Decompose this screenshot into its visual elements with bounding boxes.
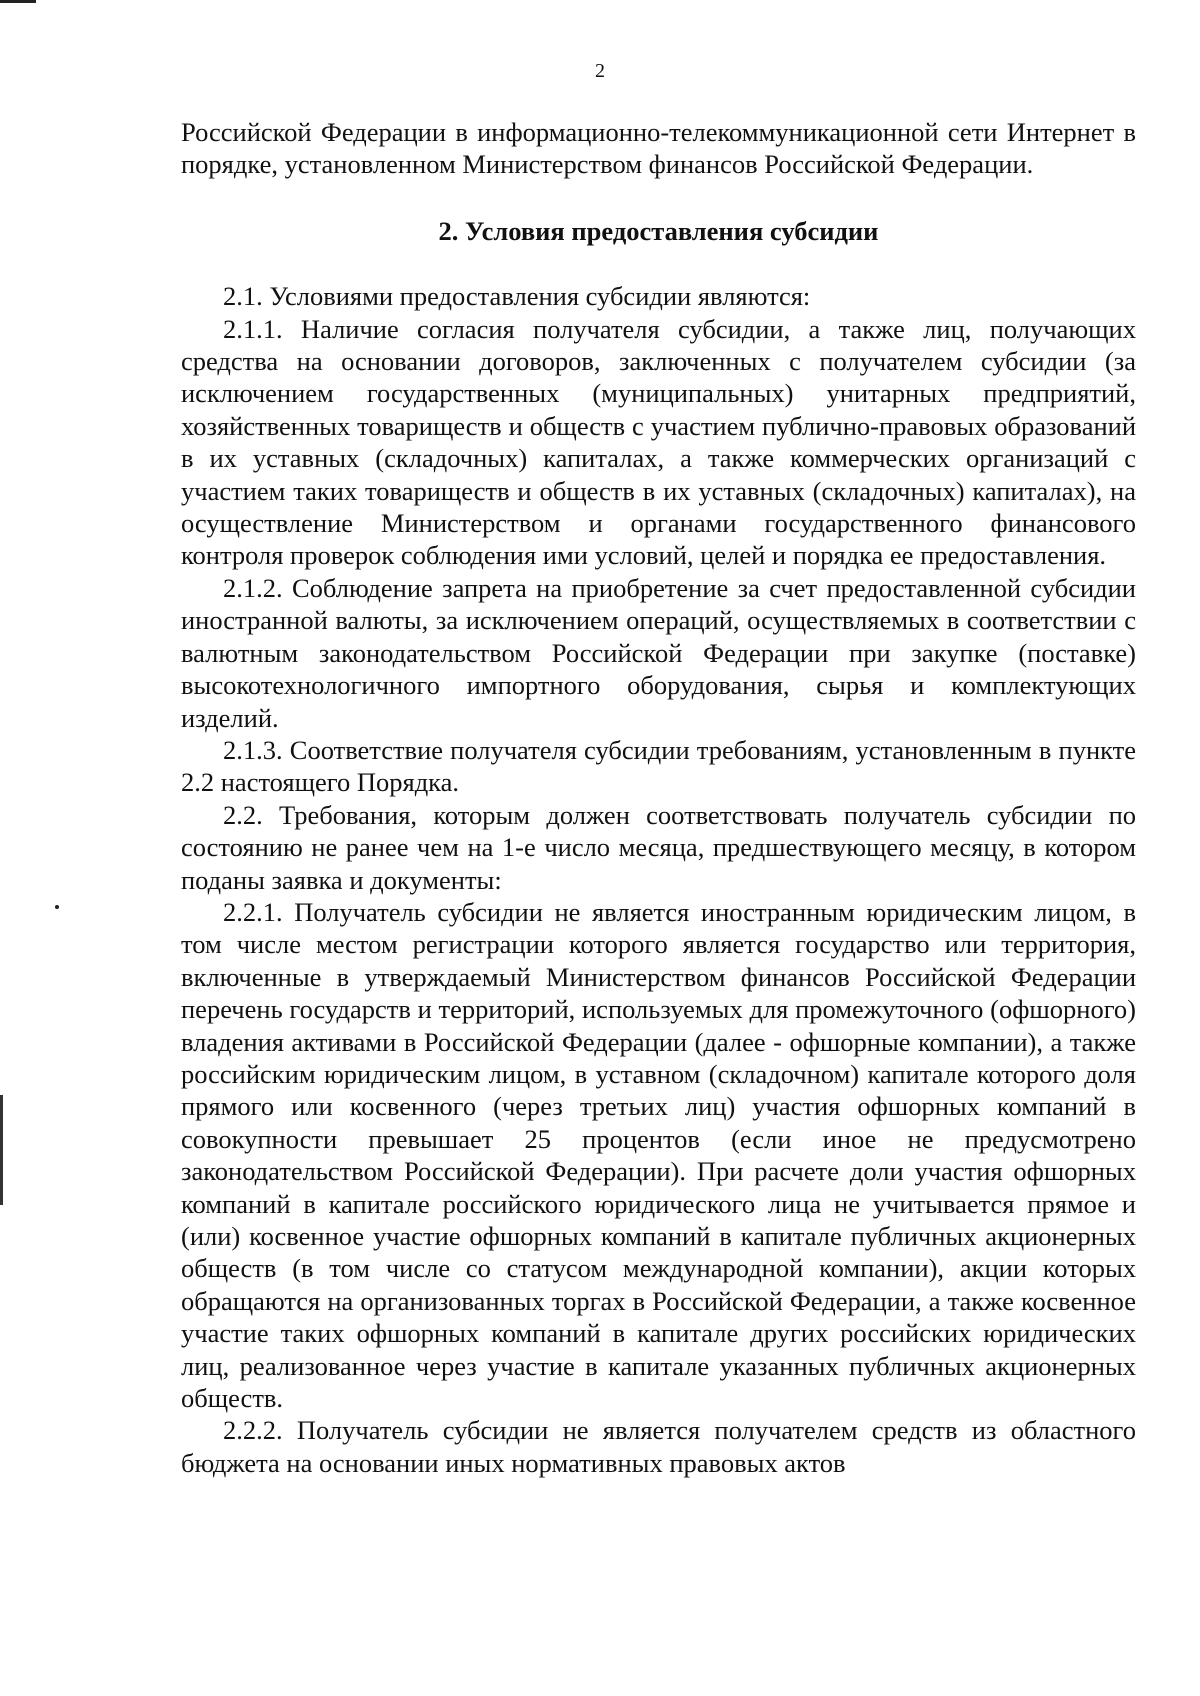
scan-edge-mark	[0, 0, 36, 3]
paragraph-2-1-1: 2.1.1. Наличие согласия получателя субсидии, а также лиц, получающих средства на основании договоров, заключенных с получателем субсидии (за исключением государственных (муниципальных) унитарных предприятий, хозяйственных товариществ и обществ с участием публично-правовых образований в их уставных (складочных) капиталах, а также коммерческих организаций с участием таких товариществ и обществ в их уставных (складочных) капиталах), на осуществление Министерством и органами государственного финансового контроля проверок соблюдения ими условий, целей и порядка ее предоставления.	[181, 313, 1136, 571]
paragraph-2-2-2: 2.2.2. Получатель субсидии не является получателем средств из областного бюджета на основании иных нормативных правовых актов	[181, 1415, 1136, 1478]
section-heading: 2. Условия предоставления субсидии	[438, 215, 879, 246]
paragraph-2-2: 2.2. Требования, которым должен соответствовать получатель субсидии по состоянию не ранее чем на 1-е число месяца, предшествующего месяцу, в котором поданы заявка и документы:	[181, 799, 1136, 895]
intro-paragraph: Российской Федерации в информационно-телекоммуникационной сети Интернет в порядке, установленном Министерством финансов Российской Федерации.	[181, 117, 1136, 180]
document-body	[181, 116, 1136, 1479]
page-number: 2	[595, 60, 605, 82]
paragraph-2-1-3: 2.1.3. Соответствие получателя субсидии требованиям, установленным в пункте 2.2 настоящего Порядка.	[181, 734, 1136, 798]
paragraph-2-2-1: 2.2.1. Получатель субсидии не является иностранным юридическим лицом, в том числе местом регистрации которого является государство или территория, включенные в утверждаемый Министерством финансов Российской Федерации перечень государств и территорий, используемых для промежуточного (офшорного) владения активами в Российской Федерации (далее - офшорные компании), а также российским юридическим лицом, в уставном (складочном) капитале которого доля прямого или косвенного (через третьих лиц) участия офшорных компаний в совокупности превышает 25 процентов (если иное не предусмотрено законодательством Российской Федерации). При расчете доли участия офшорных компаний в капитале российского юридического лица не учитывается прямое и (или) косвенное участие офшорных компаний в капитале публичных акционерных обществ (в том числе со статусом международной компании), акции которых обращаются на организованных торгах в Российской Федерации, а также косвенное участие таких офшорных компаний в капитале других российских юридических лиц, реализованное через участие в капитале указанных публичных акционерных обществ.	[181, 896, 1136, 1414]
scan-speck	[55, 905, 59, 909]
paragraph-2-1: 2.1. Условиями предоставления субсидии являются:	[223, 281, 811, 312]
paragraph-2-1-2: 2.1.2. Соблюдение запрета на приобретение за счет предоставленной субсидии иностранной валюты, за исключением операций, осуществляемых в соответствии с валютным законодательством Российской Федерации при закупке (поставке) высокотехнологичного импортного оборудования, сырья и комплектующих изделий.	[181, 572, 1136, 733]
scan-edge-mark	[0, 1095, 3, 1205]
